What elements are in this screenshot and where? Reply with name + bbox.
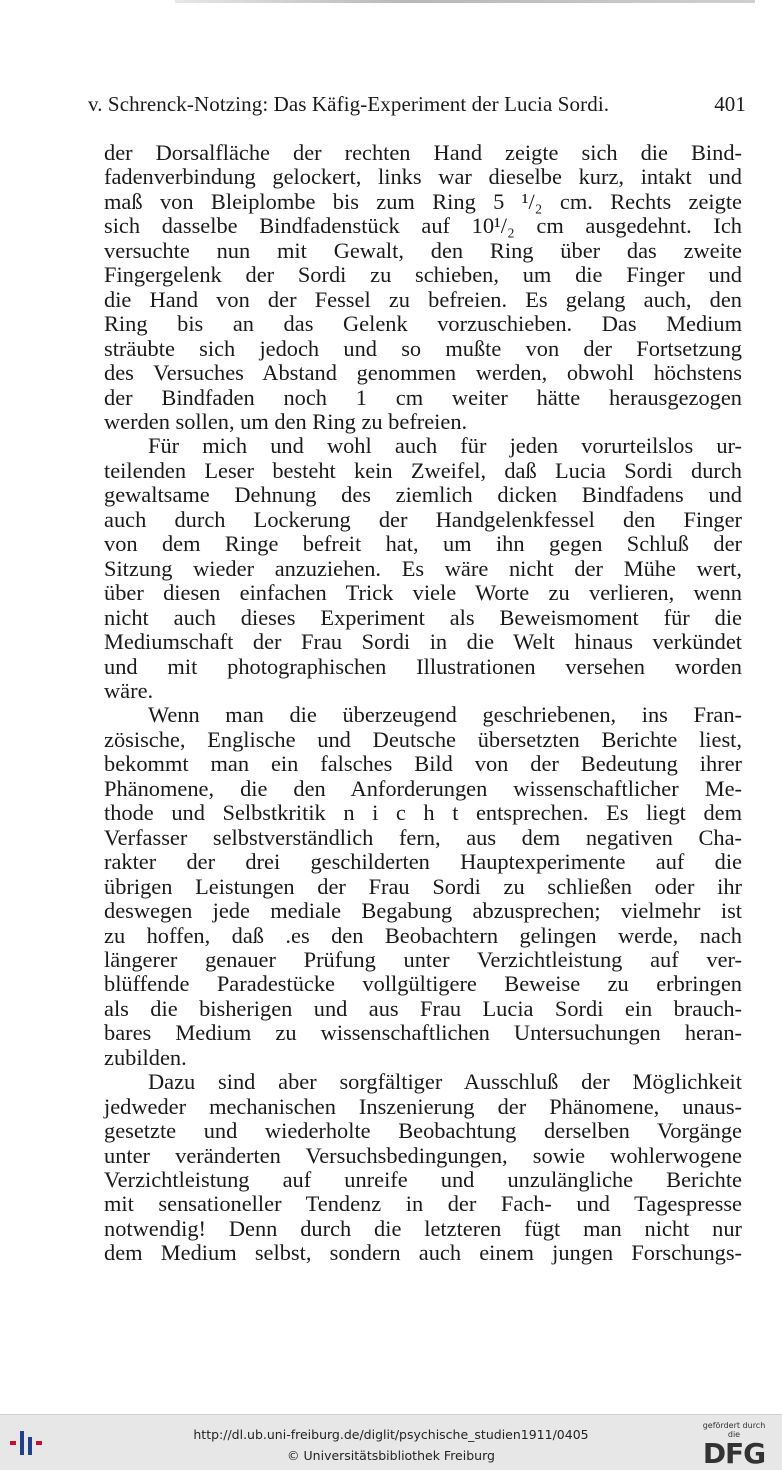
text-line: Verfasser selbstverständlich fern, aus dem negativen Cha- bbox=[104, 824, 742, 850]
text-line: Ring bis an das Gelenk vorzuschieben. Das Medium bbox=[104, 311, 742, 337]
text-line: zösische, Englische und Deutsche übersetzten Berichte liest, bbox=[104, 726, 742, 752]
page-number: 401 bbox=[714, 92, 746, 116]
text-line: übrigen Leistungen der Frau Sordi zu schließen oder ihr bbox=[104, 873, 742, 899]
text-line: Für mich und wohl auch für jeden vorurteilslos ur- bbox=[148, 433, 742, 459]
text-line: längerer genauer Prüfung unter Verzichtleistung auf ver- bbox=[104, 946, 742, 972]
text-line: Fingergelenk der Sordi zu schieben, um die Finger und bbox=[104, 262, 742, 288]
text-line: nicht auch dieses Experiment als Beweismoment für die bbox=[104, 604, 742, 630]
text-line: Verzichtleistung auf unreife und unzulängliche Berichte bbox=[104, 1167, 742, 1193]
text-line: der Dorsalfläche der rechten Hand zeigte sich die Bind- bbox=[104, 140, 742, 165]
text-line: des Versuches Abstand genommen werden, obwohl höchstens bbox=[104, 360, 742, 386]
text-line: die Hand von der Fessel zu befreien. Es gelang auch, den bbox=[104, 286, 742, 312]
text-line: teilenden Leser besteht kein Zweifel, daß Lucia Sordi durch bbox=[104, 457, 742, 483]
paragraph bbox=[104, 141, 742, 434]
text-line: unter veränderten Versuchsbedingungen, sowie wohlerwogene bbox=[104, 1142, 742, 1168]
text-line: jedweder mechanischen Inszenierung der Phänomene, unaus- bbox=[104, 1093, 742, 1119]
permalink-url[interactable]: http://dl.ub.uni-freiburg.de/diglit/psychische_studien1911/0405 bbox=[193, 1427, 589, 1442]
text-line: sich dasselbe Bindfadenstück auf 10¹/₂ cm ausgedehnt. Ich bbox=[104, 213, 742, 239]
text-line: sträubte sich jedoch und so mußte von der Fortsetzung bbox=[104, 335, 742, 361]
running-header bbox=[88, 92, 746, 117]
text-line: gewaltsame Dehnung des ziemlich dicken Bindfadens und bbox=[104, 482, 742, 508]
running-title: v. Schrenck-Notzing: Das Käfig-Experiment der Lucia Sordi. bbox=[88, 92, 610, 116]
text-line: versuchte nun mit Gewalt, den Ring über das zweite bbox=[104, 237, 742, 263]
text-line: blüffende Paradestücke vollgültigere Beweise zu erbringen bbox=[104, 971, 742, 997]
copyright-notice: © Universitätsbibliothek Freiburg bbox=[287, 1448, 495, 1463]
dfg-funding-note: gefördert durch die bbox=[702, 1421, 766, 1439]
paragraph bbox=[104, 1070, 742, 1266]
text-line: mit sensationeller Tendenz in der Fach- und Tagespresse bbox=[104, 1191, 742, 1217]
text-line: dem Medium selbst, sondern auch einem jungen Forschungs- bbox=[104, 1240, 742, 1266]
paragraph bbox=[104, 434, 742, 703]
text-line: bares Medium zu wissenschaftlichen Untersuchungen heran- bbox=[104, 1020, 742, 1046]
text-line: notwendig! Denn durch die letzteren fügt man nicht nur bbox=[104, 1215, 742, 1241]
text-line: Wenn man die überzeugend geschriebenen, ins Fran- bbox=[148, 702, 742, 728]
text-line: maß von Bleiplombe bis zum Ring 5 ¹/₂ cm. Rechts zeigte bbox=[104, 188, 742, 214]
text-line: auch durch Lockerung der Handgelenkfessel den Finger bbox=[104, 506, 742, 532]
text-line: bekommt man ein falsches Bild von der Bedeutung ihrer bbox=[104, 751, 742, 777]
text-line: Mediumschaft der Frau Sordi in die Welt hinaus verkündet bbox=[104, 629, 742, 655]
page-body bbox=[104, 141, 742, 1266]
text-line: werden sollen, um den Ring zu befreien. bbox=[104, 408, 468, 434]
text-line: Sitzung wieder anzuziehen. Es wäre nicht der Mühe wert, bbox=[104, 555, 742, 581]
dfg-logo-text: DFG bbox=[702, 1437, 766, 1470]
text-line: zu hoffen, daß .es den Beobachtern gelingen werde, nach bbox=[104, 922, 742, 948]
text-line: gesetzte und wiederholte Beobachtung derselben Vorgänge bbox=[104, 1118, 742, 1144]
text-line: Phänomene, die den Anforderungen wissenschaftlicher Me- bbox=[104, 775, 742, 801]
text-line: über diesen einfachen Trick viele Worte zu verlieren, wenn bbox=[104, 580, 742, 606]
text-line: als die bisherigen und aus Frau Lucia Sordi ein brauch- bbox=[104, 995, 742, 1021]
text-line: Dazu sind aber sorgfältiger Ausschluß der Möglichkeit bbox=[148, 1069, 742, 1095]
text-line: zubilden. bbox=[104, 1044, 187, 1070]
text-line: fadenverbindung gelockert, links war dieselbe kurz, intakt und bbox=[104, 164, 742, 190]
viewer-footer bbox=[0, 1414, 782, 1470]
text-line: der Bindfaden noch 1 cm weiter hätte herausgezogen bbox=[104, 384, 742, 410]
text-line: von dem Ringe befreit hat, um ihn gegen Schluß der bbox=[104, 531, 742, 557]
text-line: rakter der drei geschilderten Hauptexperimente auf die bbox=[104, 849, 742, 875]
paragraph bbox=[104, 703, 742, 1070]
text-line: thode und Selbstkritik n i c h t entsprechen. Es liegt dem bbox=[104, 800, 742, 826]
scan-edge-artifact bbox=[175, 0, 755, 3]
text-line: und mit photographischen Illustrationen versehen worden bbox=[104, 653, 742, 679]
text-line: wäre. bbox=[104, 677, 154, 703]
dfg-logo[interactable] bbox=[696, 1421, 772, 1470]
text-line: deswegen jede mediale Begabung abzusprechen; vielmehr ist bbox=[104, 898, 742, 924]
